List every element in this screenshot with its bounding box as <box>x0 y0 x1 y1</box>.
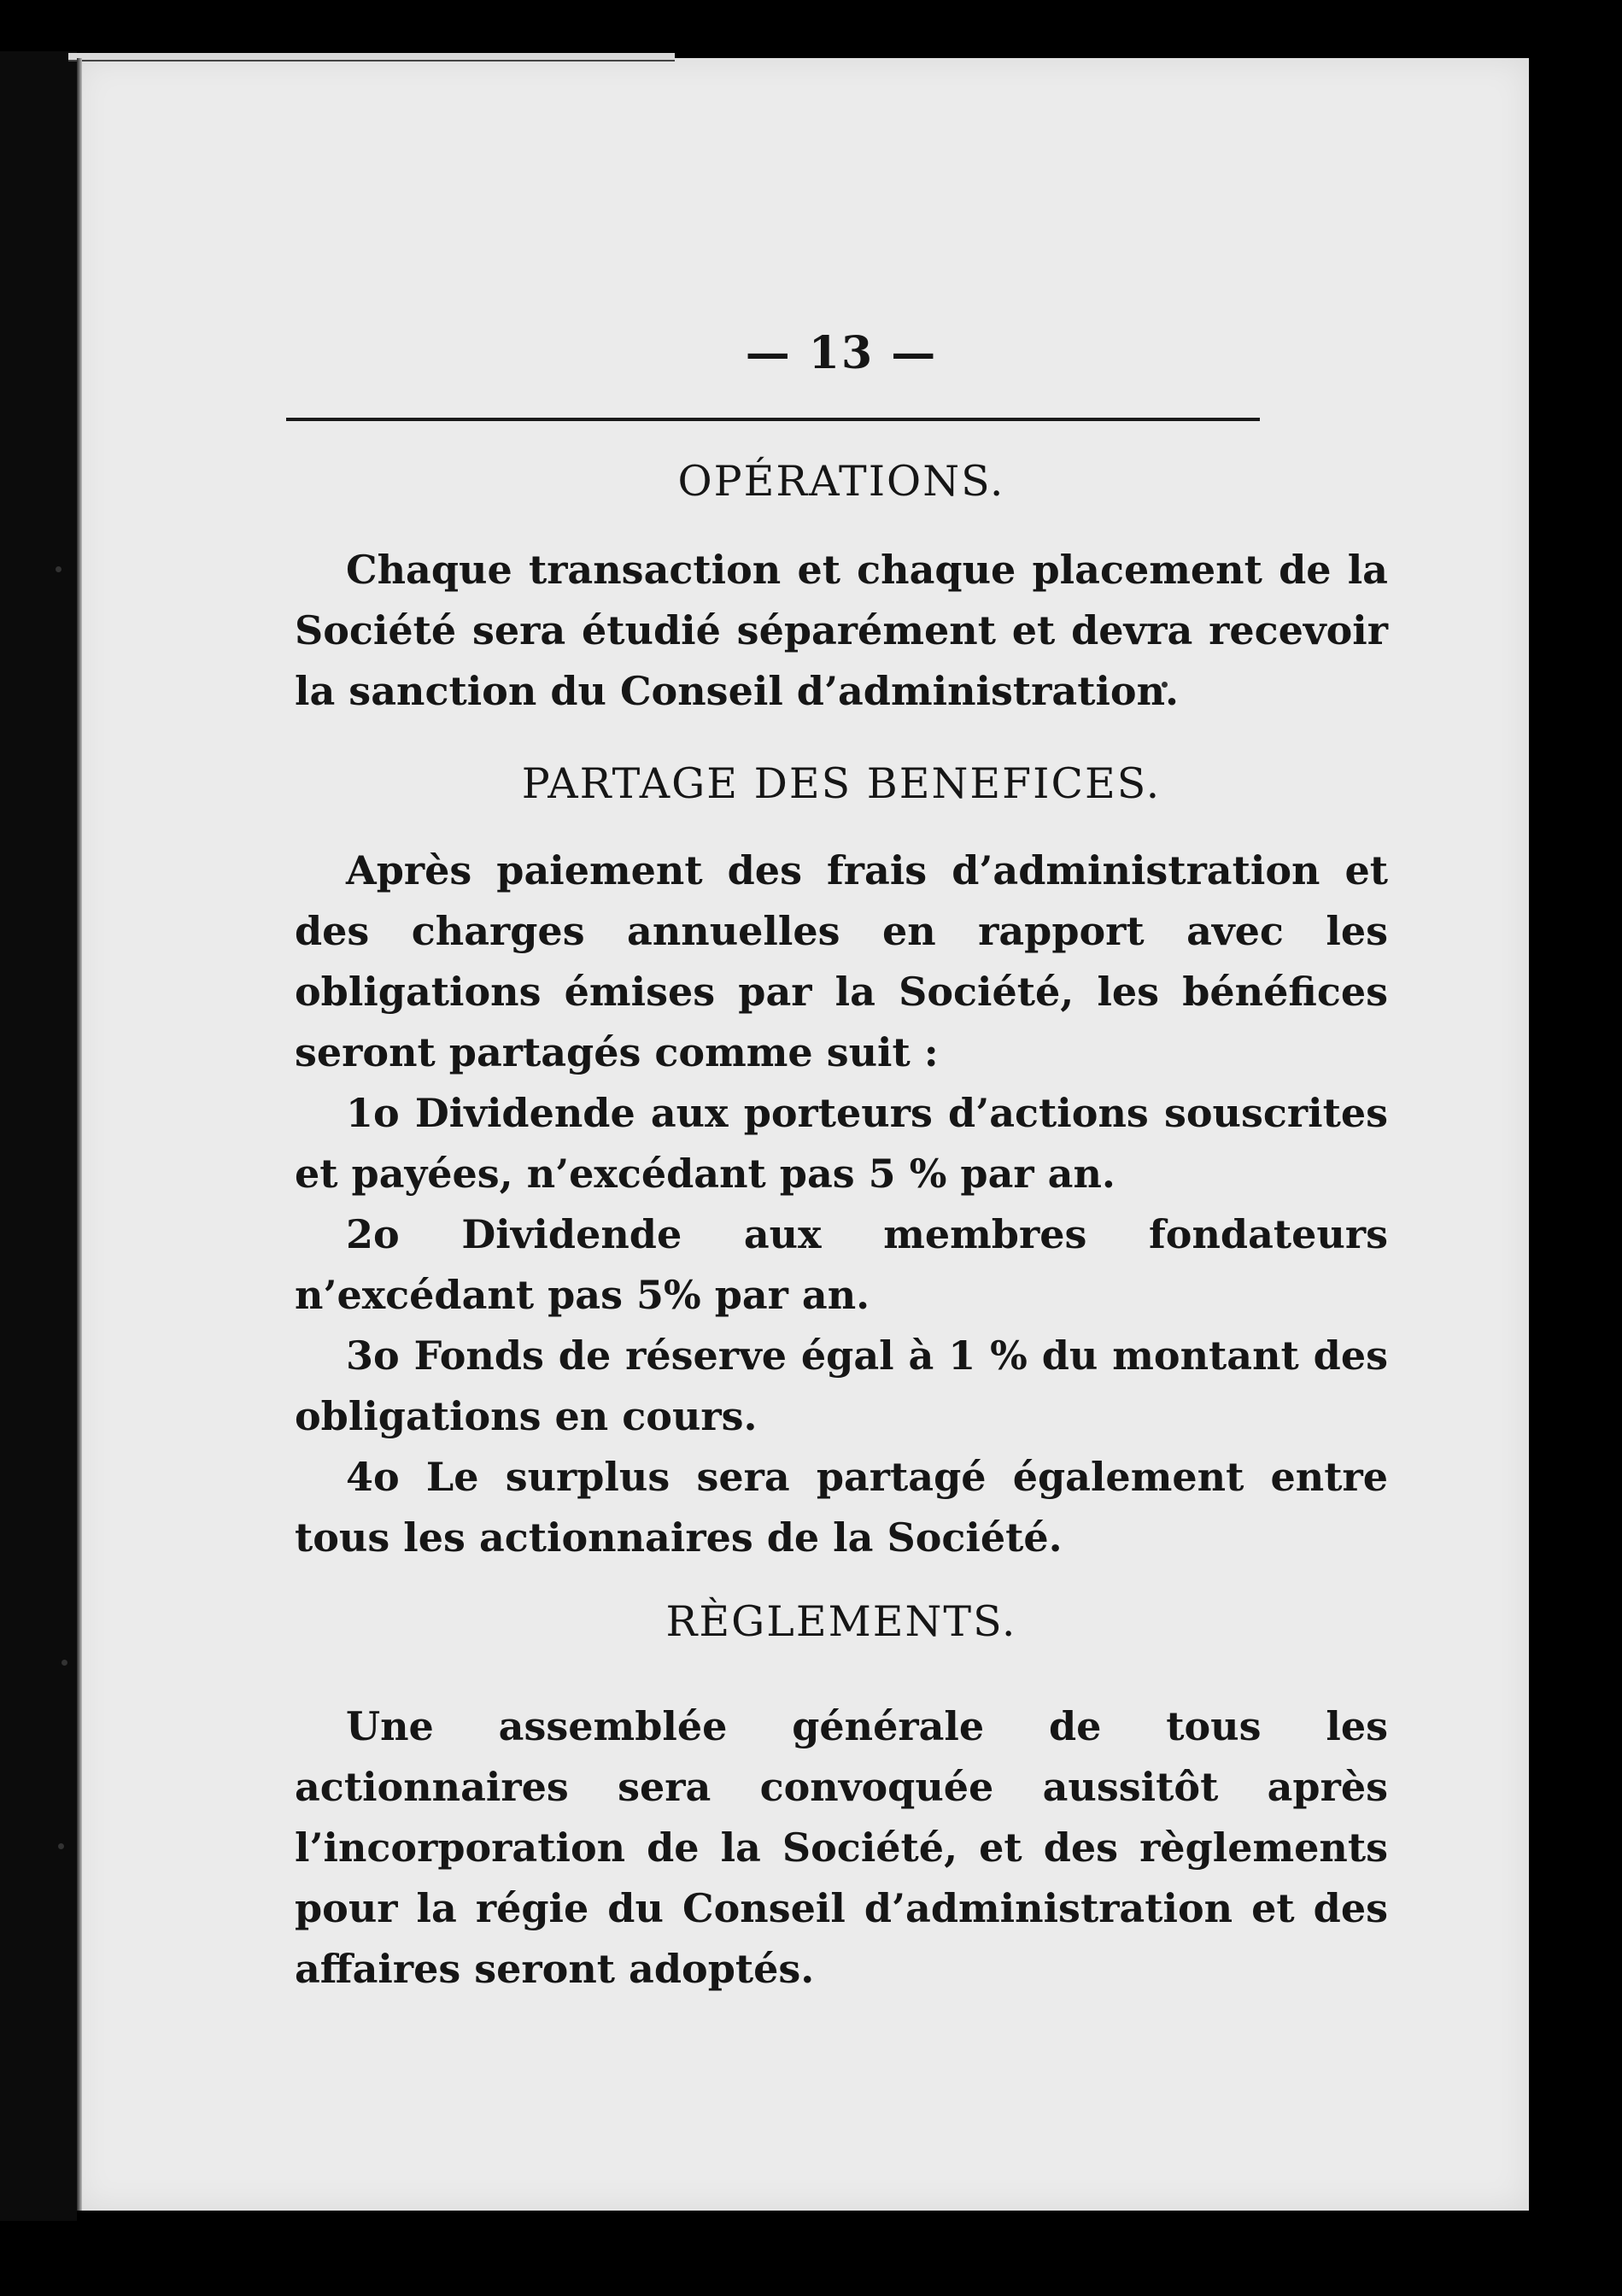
page-top-edge <box>68 53 675 62</box>
heading-reglements: RÈGLEMENTS. <box>665 1596 1017 1646</box>
text-column <box>295 297 1388 2000</box>
paragraph-item-4: 4o Le surplus sera partagé également entre tous les actionnaires de la Société. <box>295 1453 1388 1561</box>
document-page <box>77 58 1529 2211</box>
header-rule <box>286 418 1260 421</box>
paragraph-partage-intro: Après paiement des frais d’administration et des charges annuelles en rapport avec les obligations émises par la Société, les bénéfices seront partagés comme suit : <box>295 846 1388 1075</box>
heading-partage: PARTAGE DES BENEFICES. <box>521 758 1162 808</box>
paragraph-item-1: 1o Dividende aux porteurs d’actions souscrites et payées, n’excédant pas 5 % par an. <box>295 1089 1388 1197</box>
dust-speck <box>56 566 61 572</box>
dust-speck <box>58 1843 64 1849</box>
paragraph-item-3: 3o Fonds de réserve égal à 1 % du montant des obligations en cours. <box>295 1332 1388 1439</box>
paragraph-reglements: Une assemblée générale de tous les actionnaires sera convoquée aussitôt après l’incorporation de la Société, et des règlements pour la régie du Conseil d’administration et des affaires seront adoptés. <box>295 1703 1388 1993</box>
page-number: — 13 — <box>745 327 938 379</box>
paragraph-item-2: 2o Dividende aux membres fondateurs n’excédant pas 5% par an. <box>295 1210 1388 1318</box>
facing-page-edge <box>0 51 77 2221</box>
paragraph-operations: Chaque transaction et chaque placement de la Société sera étudié séparément et devra recevoir la sanction du Conseil d’administration. <box>295 546 1388 714</box>
dust-speck <box>61 1660 67 1666</box>
binding-edge <box>77 58 82 2211</box>
heading-operations: OPÉRATIONS. <box>677 457 1005 506</box>
